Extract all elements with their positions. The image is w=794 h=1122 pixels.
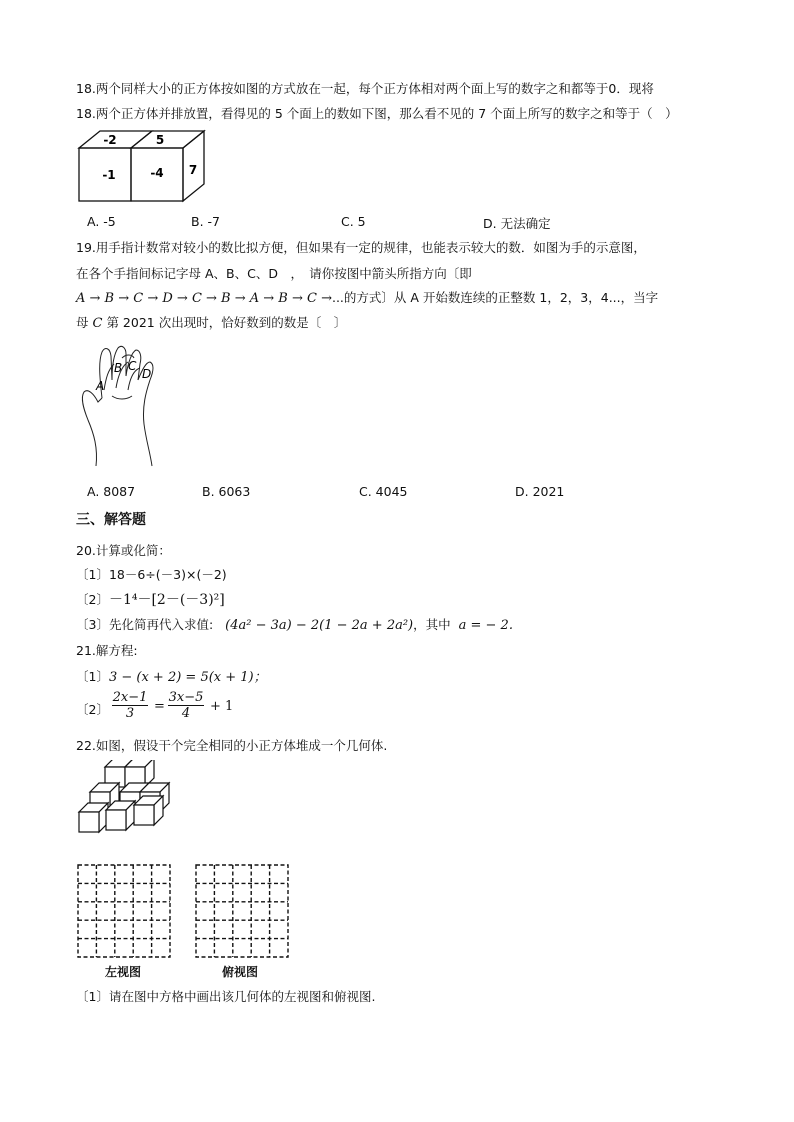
q18-line2: 18.两个正方体并排放置，看得见的 5 个面上的数如下图，那么看不见的 7 个面上所写的数字之和等于（ ）: [76, 106, 678, 121]
q21-part2-label: 〔2〕: [76, 702, 109, 717]
q19-option-c: C. 4045: [359, 484, 408, 499]
q20-part3: [76, 615, 513, 633]
q19-letter-c: C: [92, 316, 103, 331]
q18-line1: 18.两个同样大小的正方体按如图的方式放在一起，每个正方体相对两个面上写的数字之和都等于0．现将: [76, 81, 654, 96]
q21-title: 21.解方程:: [76, 643, 138, 658]
two-cubes-figure: [76, 128, 211, 204]
small-cube: [79, 803, 108, 832]
fraction-2-numerator: 3x−5: [168, 690, 204, 705]
q20-part3-label: 〔3〕先化简再代入求值:: [76, 617, 214, 632]
cube-front-right-value: -4: [150, 166, 164, 180]
fraction-1-numerator: 2x−1: [112, 690, 148, 705]
q21-part1-label: 〔1〕: [76, 669, 109, 684]
cube-top-right-value: 5: [155, 133, 165, 147]
hand-label-d: D: [142, 367, 152, 381]
top-view-label: 俯视图: [222, 965, 259, 979]
q22-part1: 〔1〕请在图中方格中画出该几何体的左视图和俯视图.: [76, 989, 376, 1004]
q21-part1-expr: 3 − (x + 2) = 5(x + 1)；: [108, 670, 267, 685]
section-title: 三、解答题: [76, 512, 146, 528]
q18-option-c: C. 5: [341, 214, 366, 229]
q19-line4-post: 第 2021 次出现时，恰好数到的数是〔 〕: [106, 315, 347, 330]
fraction-2: [168, 690, 204, 722]
hand-label-a: A: [96, 379, 105, 393]
small-cube: [106, 801, 135, 830]
q19-line2: 在各个手指间标记字母 A、B、C、D ， 请你按图中箭头所指方向〔即: [76, 266, 472, 281]
q20-part3-mid: ，其中: [413, 617, 451, 632]
q19-sequence: A → B → C → D → C → B → A → B → C →: [76, 291, 332, 306]
equals-sign: =: [154, 699, 165, 714]
hand-label-b: B: [114, 361, 123, 375]
top-view-grid[interactable]: [195, 864, 289, 958]
q20-part2-expr: －1⁴－[2－(－3)²]: [108, 592, 225, 608]
hand-figure: [78, 340, 178, 468]
q18-option-b: B. -7: [191, 214, 220, 229]
q19-option-b: B. 6063: [202, 484, 251, 499]
q19-option-a: A. 8087: [87, 484, 136, 499]
q18-option-a: A. -5: [87, 214, 116, 229]
q19-option-d: D. 2021: [515, 484, 565, 499]
q20-part1-expr: 18－6÷(－3)×(－2): [108, 567, 227, 582]
q19-line3-tail: ...的方式〕从 A 开始数连续的正整数 1，2，3，4...，当字: [331, 290, 659, 305]
plus-one: + 1: [210, 699, 234, 714]
stacked-cubes-figure: [76, 760, 176, 852]
q20-part3-expr: (4a² − 3a) − 2(1 − 2a + 2a²): [225, 618, 414, 633]
fraction-1-denominator: 3: [125, 706, 135, 721]
left-view-label: 左视图: [105, 965, 142, 979]
q20-part1: [76, 565, 227, 583]
cube-front-left-value: -1: [102, 168, 116, 182]
q20-part1-label: 〔1〕: [76, 567, 109, 582]
q20-title: 20.计算或化简：: [76, 543, 171, 558]
small-cube: [134, 796, 163, 825]
fraction-1: [112, 690, 148, 722]
q19-line4-pre: 母: [76, 315, 89, 330]
q18-option-d: D. 无法确定: [483, 216, 551, 231]
cube-top-left-value: -2: [103, 133, 117, 147]
q19-line4: [76, 313, 346, 331]
q22-title: 22.如图，假设干个完全相同的小正方体堆成一个几何体.: [76, 738, 388, 753]
fraction-2-denominator: 4: [181, 706, 191, 721]
q19-line1: 19.用手指计数常对较小的数比拟方便，但如果有一定的规律，也能表示较大的数．如图为手的示意图，: [76, 240, 646, 255]
q20-part2: [76, 589, 225, 609]
q20-part2-label: 〔2〕: [76, 592, 109, 607]
left-view-grid[interactable]: [77, 864, 171, 958]
cube-side-value: 7: [188, 163, 198, 177]
q19-line3: [76, 288, 658, 306]
q20-part3-cond: a = − 2.: [458, 618, 513, 633]
hand-label-c: C: [128, 359, 137, 373]
q21-part1: [76, 666, 267, 685]
